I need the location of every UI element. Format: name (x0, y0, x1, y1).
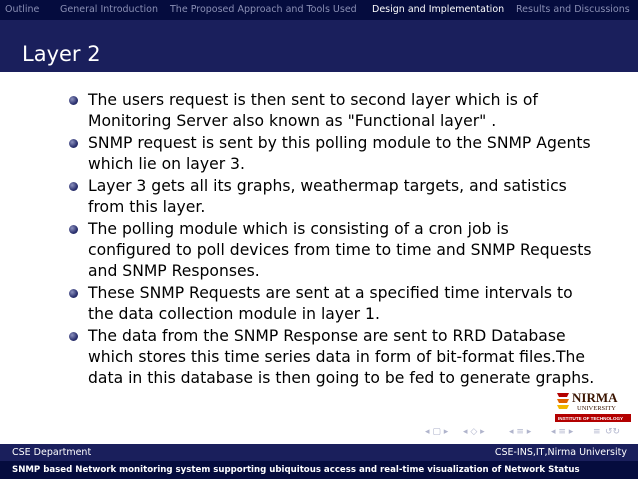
bullet-text: The users request is then sent to second layer which is of Monitoring Server also known as "Functional layer" . (88, 91, 538, 130)
nirma-logo (553, 385, 633, 425)
subsection-nav-icon[interactable]: ◂ ≡ ▸ (509, 427, 532, 437)
footer-bar (0, 444, 638, 461)
bullet-icon (69, 225, 78, 234)
bullet-text: The polling module which is consisting of a cron job is configured to poll devices from time to time and SNMP Requests and SNMP Responses. (88, 220, 592, 280)
bullet-text: These SNMP Requests are sent at a specified time intervals to the data collection module in layer 1. (88, 284, 573, 323)
list-item (66, 133, 596, 175)
logo-institute: INSTITUTE OF TECHNOLOGY (558, 416, 624, 421)
bullet-text: The data from the SNMP Response are sent to RRD Database which stores this time series data in form of bit-format files.The data in this database is then going to be fed to generate graphs. (88, 327, 595, 387)
nav-item-outline[interactable]: Outline (5, 4, 40, 15)
slide-title: Layer 2 (22, 42, 101, 66)
bullet-list (66, 90, 596, 390)
frame-nav-icon[interactable]: ◂ ◇ ▸ (463, 427, 485, 437)
nav-item-general-introduction[interactable]: General Introduction (60, 4, 158, 15)
undo-icon[interactable]: ↺↻ (605, 427, 621, 437)
bullet-icon (69, 139, 78, 148)
footer-department: CSE Department (12, 447, 92, 458)
list-item (66, 283, 596, 325)
section-navigation-bar (0, 0, 638, 20)
bullet-text: Layer 3 gets all its graphs, weathermap targets, and satistics from this layer. (88, 177, 567, 216)
bullet-icon (69, 289, 78, 298)
logo-university: UNIVERSITY (577, 405, 616, 412)
list-item (66, 326, 596, 389)
logo-emblem-top (557, 393, 569, 397)
logo-emblem-bottom (557, 405, 569, 409)
logo-emblem-middle (557, 399, 569, 403)
bullet-icon (69, 96, 78, 105)
bullet-icon (69, 182, 78, 191)
logo-name: NIRMA (572, 390, 618, 405)
footer-presentation-title: SNMP based Network monitoring system supporting ubiquitous access and real-time visualization of Network Status (12, 465, 580, 475)
section-nav-icon[interactable]: ◂ ≡ ▸ (551, 427, 574, 437)
list-item (66, 219, 596, 282)
list-item (66, 90, 596, 132)
bullet-text: SNMP request is sent by this polling module to the SNMP Agents which lie on layer 3. (88, 134, 591, 173)
bullet-icon (69, 332, 78, 341)
first-frame-icon[interactable]: ◂ ▢ ▸ (425, 427, 449, 437)
nav-item-design-implementation[interactable]: Design and Implementation (372, 4, 505, 15)
footer-title-bar (0, 461, 638, 479)
search-icon[interactable]: ≡ (593, 427, 601, 437)
beamer-navigation-controls (425, 427, 633, 441)
nav-item-results-discussions[interactable]: Results and Discussions (516, 4, 630, 15)
footer-institution: CSE-INS,IT,Nirma University (494, 447, 627, 458)
list-item (66, 176, 596, 218)
nav-item-proposed-approach[interactable]: The Proposed Approach and Tools Used (170, 4, 357, 15)
